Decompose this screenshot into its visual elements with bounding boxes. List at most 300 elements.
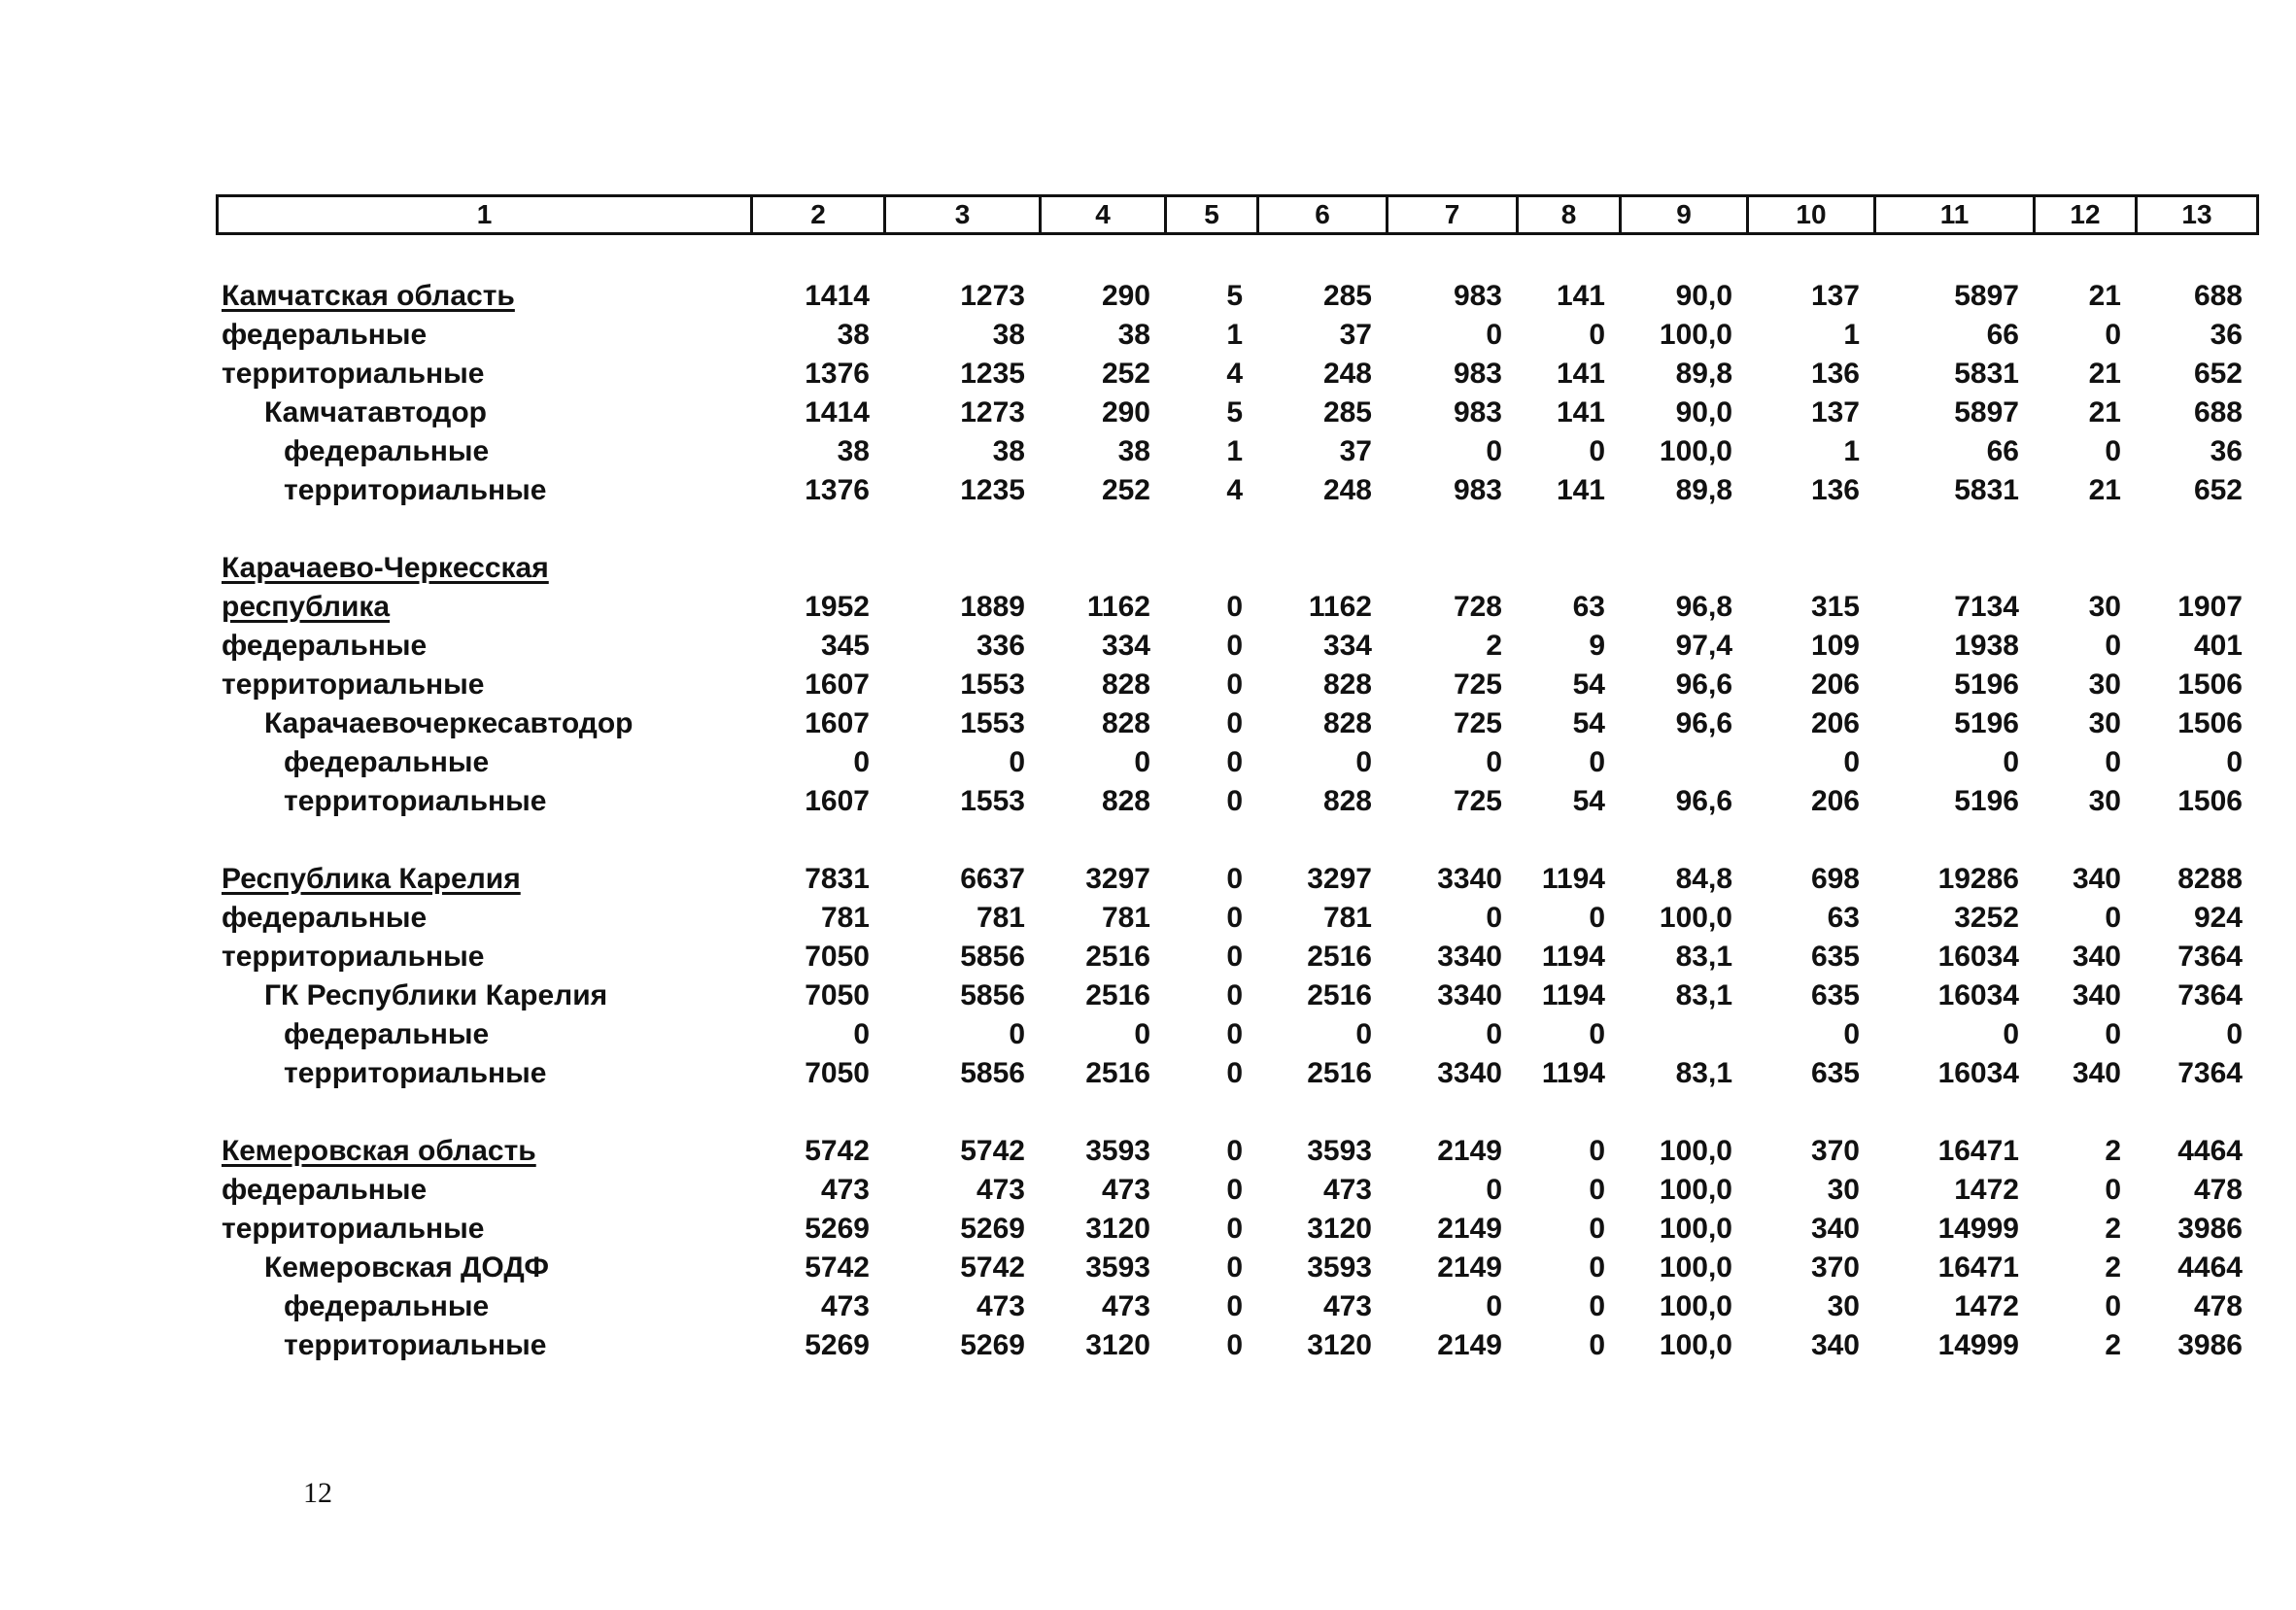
cell-col-6: 334	[1322, 630, 1372, 662]
row-label-text: федеральные	[222, 1174, 428, 1206]
cell-col-12: 21	[2088, 358, 2121, 390]
cell-col-7: 0	[1486, 746, 1502, 778]
cell-col-3: 1889	[960, 591, 1025, 623]
cell-col-4: 2516	[1085, 1057, 1150, 1089]
cell-col-3: 473	[976, 1290, 1025, 1322]
column-header-8: 8	[1518, 196, 1621, 234]
cell-col-5: 0	[1226, 1329, 1243, 1361]
cell-col-4: 1162	[1086, 591, 1150, 623]
cell-col-11: 5897	[1954, 396, 2019, 428]
cell-col-2: 345	[820, 630, 870, 662]
cell-col-4: 0	[1134, 1018, 1150, 1050]
cell-col-5: 5	[1226, 396, 1243, 428]
row-label-text: территориальные	[284, 1329, 547, 1361]
cell-col-8: 54	[1572, 707, 1605, 739]
cell-col-9: 89,8	[1675, 358, 1732, 390]
table-row	[216, 860, 2256, 899]
cell-col-12: 30	[2088, 785, 2121, 817]
cell-col-8: 1194	[1541, 941, 1605, 973]
cell-col-3: 781	[976, 902, 1025, 934]
cell-col-6: 3120	[1307, 1329, 1372, 1361]
column-header-12: 12	[2035, 196, 2137, 234]
cell-col-7: 0	[1486, 319, 1502, 351]
table-row	[216, 1210, 2256, 1249]
row-label-text: федеральные	[222, 319, 428, 351]
cell-col-10: 206	[1810, 707, 1860, 739]
cell-col-11	[1873, 549, 2033, 588]
cell-col-12: 21	[2088, 280, 2121, 312]
cell-col-12: 30	[2088, 591, 2121, 623]
cell-col-11: 0	[2003, 746, 2019, 778]
cell-col-3: 5856	[960, 1057, 1025, 1089]
cell-col-8	[1516, 549, 1619, 588]
region-name	[216, 860, 750, 899]
cell-col-5: 5	[1226, 280, 1243, 312]
cell-col-6: 473	[1322, 1174, 1372, 1206]
cell-col-11: 7134	[1954, 591, 2019, 623]
cell-col-5: 0	[1226, 1174, 1243, 1206]
table-row	[216, 704, 2256, 743]
column-header-3: 3	[885, 196, 1041, 234]
cell-col-8: 54	[1572, 668, 1605, 701]
cell-col-8: 141	[1556, 396, 1605, 428]
cell-col-12: 2	[2105, 1329, 2121, 1361]
row-label	[216, 976, 750, 1015]
column-header-10: 10	[1748, 196, 1875, 234]
cell-col-5: 0	[1226, 1290, 1243, 1322]
row-label	[216, 1210, 750, 1249]
cell-col-11: 1472	[1954, 1174, 2019, 1206]
cell-col-3: 5856	[960, 941, 1025, 973]
cell-col-11: 16034	[1937, 979, 2019, 1011]
cell-col-4: 828	[1101, 785, 1150, 817]
table-row	[216, 1015, 2256, 1054]
cell-col-7: 983	[1453, 396, 1502, 428]
cell-col-12: 21	[2088, 474, 2121, 506]
cell-col-7: 728	[1453, 591, 1502, 623]
cell-col-8: 141	[1556, 474, 1605, 506]
cell-col-2: 7050	[805, 941, 870, 973]
cell-col-13: 478	[2193, 1290, 2243, 1322]
cell-col-10: 370	[1810, 1135, 1860, 1167]
spacer-row	[216, 1093, 2256, 1132]
cell-col-9: 96,6	[1675, 707, 1732, 739]
cell-col-7: 2149	[1437, 1329, 1502, 1361]
cell-col-9: 100,0	[1659, 1290, 1732, 1322]
cell-col-9: 96,6	[1675, 668, 1732, 701]
row-label-text: территориальные	[284, 1057, 547, 1089]
cell-col-6: 3593	[1307, 1135, 1372, 1167]
cell-col-12: 0	[2105, 746, 2121, 778]
cell-col-9: 100,0	[1659, 435, 1732, 467]
cell-col-10: 137	[1810, 396, 1860, 428]
cell-col-9: 100,0	[1659, 1213, 1732, 1245]
cell-col-13: 4464	[2177, 1135, 2243, 1167]
cell-col-10: 136	[1810, 474, 1860, 506]
cell-col-7: 0	[1486, 435, 1502, 467]
table-row	[216, 549, 2256, 588]
cell-col-7: 0	[1486, 1018, 1502, 1050]
table-row	[216, 1249, 2256, 1287]
cell-col-5: 4	[1226, 474, 1243, 506]
cell-col-4: 3297	[1085, 863, 1150, 895]
cell-col-11: 0	[2003, 1018, 2019, 1050]
cell-col-2: 0	[853, 746, 870, 778]
cell-col-9: 96,8	[1675, 591, 1732, 623]
cell-col-10: 137	[1810, 280, 1860, 312]
cell-col-6: 3297	[1307, 863, 1372, 895]
cell-col-11: 19286	[1937, 863, 2019, 895]
cell-col-10: 109	[1810, 630, 1860, 662]
cell-col-10: 30	[1827, 1174, 1860, 1206]
cell-col-8: 0	[1589, 319, 1605, 351]
row-label-text: Камчатская область	[222, 280, 515, 312]
cell-col-8: 0	[1589, 746, 1605, 778]
region-name	[216, 277, 750, 316]
cell-col-10: 63	[1827, 902, 1860, 934]
cell-col-2: 38	[837, 319, 870, 351]
cell-col-8: 54	[1572, 785, 1605, 817]
cell-col-2	[750, 549, 883, 588]
cell-col-13	[2135, 549, 2256, 588]
cell-col-12: 340	[2072, 1057, 2121, 1089]
cell-col-9: 83,1	[1675, 1057, 1732, 1089]
row-label	[216, 627, 750, 666]
cell-col-6: 828	[1322, 707, 1372, 739]
row-label	[216, 471, 750, 510]
cell-col-8: 0	[1589, 902, 1605, 934]
cell-col-2: 5269	[805, 1329, 870, 1361]
cell-col-7: 3340	[1437, 941, 1502, 973]
row-label-text: территориальные	[222, 358, 485, 390]
table-row	[216, 1054, 2256, 1093]
column-header-6: 6	[1258, 196, 1388, 234]
cell-col-5: 0	[1226, 1057, 1243, 1089]
cell-col-11: 5831	[1954, 358, 2019, 390]
cell-col-2: 38	[837, 435, 870, 467]
cell-col-4: 3593	[1085, 1251, 1150, 1284]
page-number: 12	[303, 1477, 332, 1509]
cell-col-10: 1	[1843, 435, 1860, 467]
row-label	[216, 432, 750, 471]
cell-col-3: 1553	[960, 785, 1025, 817]
cell-col-9: 100,0	[1659, 1174, 1732, 1206]
cell-col-12: 0	[2105, 1174, 2121, 1206]
cell-col-5: 0	[1226, 746, 1243, 778]
row-label	[216, 316, 750, 355]
row-label	[216, 899, 750, 938]
table-row	[216, 782, 2256, 821]
cell-col-3: 38	[992, 435, 1025, 467]
cell-col-7: 725	[1453, 668, 1502, 701]
cell-col-5: 0	[1226, 863, 1243, 895]
column-header-row	[216, 194, 2259, 235]
cell-col-8: 9	[1589, 630, 1605, 662]
spacer-row	[216, 821, 2256, 860]
cell-col-4: 38	[1117, 435, 1150, 467]
cell-col-7: 983	[1453, 474, 1502, 506]
cell-col-7: 3340	[1437, 1057, 1502, 1089]
cell-col-13: 8288	[2177, 863, 2243, 895]
cell-col-12: 30	[2088, 707, 2121, 739]
cell-col-3: 5742	[960, 1251, 1025, 1284]
cell-col-2: 7831	[805, 863, 870, 895]
cell-col-6: 2516	[1307, 941, 1372, 973]
cell-col-13: 652	[2193, 358, 2243, 390]
cell-col-10: 1	[1843, 319, 1860, 351]
cell-col-4: 290	[1101, 280, 1150, 312]
cell-col-2: 1952	[805, 591, 870, 623]
row-label-text: Кемеровская ДОДФ	[264, 1251, 549, 1284]
cell-col-3: 1273	[960, 396, 1025, 428]
row-label-text: федеральные	[284, 746, 490, 778]
cell-col-4: 473	[1101, 1290, 1150, 1322]
cell-col-13: 7364	[2177, 979, 2243, 1011]
cell-col-9: 96,6	[1675, 785, 1732, 817]
cell-col-2: 5742	[805, 1251, 870, 1284]
cell-col-5: 0	[1226, 941, 1243, 973]
cell-col-4: 828	[1101, 707, 1150, 739]
cell-col-7: 0	[1486, 1174, 1502, 1206]
cell-col-4: 290	[1101, 396, 1150, 428]
table-row	[216, 471, 2256, 510]
cell-col-6: 0	[1355, 746, 1372, 778]
row-label-text: Республика Карелия	[222, 863, 521, 895]
row-label	[216, 1054, 750, 1093]
cell-col-6: 37	[1339, 319, 1372, 351]
cell-col-12: 2	[2105, 1213, 2121, 1245]
cell-col-2: 781	[820, 902, 870, 934]
table-row	[216, 1132, 2256, 1171]
cell-col-11: 16471	[1937, 1135, 2019, 1167]
table-row	[216, 355, 2256, 394]
row-label	[216, 394, 750, 432]
cell-col-8: 0	[1589, 435, 1605, 467]
cell-col-4: 3593	[1085, 1135, 1150, 1167]
cell-col-10: 30	[1827, 1290, 1860, 1322]
cell-col-10: 370	[1810, 1251, 1860, 1284]
cell-col-5: 0	[1226, 785, 1243, 817]
cell-col-7: 983	[1453, 280, 1502, 312]
cell-col-6: 248	[1322, 474, 1372, 506]
cell-col-6: 3120	[1307, 1213, 1372, 1245]
table-row	[216, 1287, 2256, 1326]
cell-col-12: 30	[2088, 668, 2121, 701]
cell-col-8: 0	[1589, 1135, 1605, 1167]
cell-col-4: 252	[1101, 474, 1150, 506]
row-label	[216, 743, 750, 782]
cell-col-9: 90,0	[1675, 396, 1732, 428]
cell-col-7: 2149	[1437, 1213, 1502, 1245]
cell-col-8: 1194	[1541, 1057, 1605, 1089]
cell-col-10: 0	[1843, 746, 1860, 778]
cell-col-11: 1472	[1954, 1290, 2019, 1322]
region-name	[216, 588, 750, 627]
cell-col-13: 1506	[2177, 668, 2243, 701]
cell-col-9	[1619, 549, 1746, 588]
cell-col-13: 1506	[2177, 707, 2243, 739]
cell-col-10: 698	[1810, 863, 1860, 895]
cell-col-12: 0	[2105, 630, 2121, 662]
cell-col-7: 983	[1453, 358, 1502, 390]
cell-col-11: 5831	[1954, 474, 2019, 506]
cell-col-3: 1235	[960, 358, 1025, 390]
cell-col-13: 1506	[2177, 785, 2243, 817]
cell-col-10: 635	[1810, 979, 1860, 1011]
cell-col-3: 336	[976, 630, 1025, 662]
cell-col-10: 206	[1810, 785, 1860, 817]
cell-col-7	[1386, 549, 1516, 588]
cell-col-2: 0	[853, 1018, 870, 1050]
cell-col-5: 0	[1226, 1018, 1243, 1050]
cell-col-10: 136	[1810, 358, 1860, 390]
cell-col-7: 3340	[1437, 863, 1502, 895]
cell-col-3: 5269	[960, 1213, 1025, 1245]
cell-col-9: 100,0	[1659, 1251, 1732, 1284]
cell-col-9: 97,4	[1675, 630, 1732, 662]
cell-col-7: 3340	[1437, 979, 1502, 1011]
row-label-text: республика	[222, 591, 391, 623]
row-label	[216, 704, 750, 743]
table-row	[216, 394, 2256, 432]
cell-col-12: 0	[2105, 1018, 2121, 1050]
cell-col-13: 7364	[2177, 941, 2243, 973]
column-header-9: 9	[1621, 196, 1748, 234]
cell-col-6: 2516	[1307, 979, 1372, 1011]
cell-col-3	[883, 549, 1039, 588]
cell-col-12: 21	[2088, 396, 2121, 428]
cell-col-5: 0	[1226, 591, 1243, 623]
row-label-text: федеральные	[222, 902, 428, 934]
cell-col-3: 1553	[960, 668, 1025, 701]
row-label	[216, 355, 750, 394]
cell-col-5: 0	[1226, 668, 1243, 701]
cell-col-6: 828	[1322, 668, 1372, 701]
cell-col-11: 5196	[1954, 668, 2019, 701]
row-label-text: федеральные	[284, 1290, 490, 1322]
cell-col-2: 473	[820, 1290, 870, 1322]
cell-col-11: 5196	[1954, 785, 2019, 817]
cell-col-11: 16471	[1937, 1251, 2019, 1284]
cell-col-4: 828	[1101, 668, 1150, 701]
spacer-row	[216, 510, 2256, 549]
cell-col-9: 83,1	[1675, 941, 1732, 973]
row-label-text: территориальные	[222, 1213, 485, 1245]
table-row	[216, 1171, 2256, 1210]
cell-col-8: 0	[1589, 1174, 1605, 1206]
cell-col-5: 4	[1226, 358, 1243, 390]
cell-col-11: 66	[1986, 435, 2019, 467]
cell-col-4: 252	[1101, 358, 1150, 390]
cell-col-6: 37	[1339, 435, 1372, 467]
cell-col-7: 2149	[1437, 1251, 1502, 1284]
cell-col-6: 473	[1322, 1290, 1372, 1322]
cell-col-4: 2516	[1085, 979, 1150, 1011]
cell-col-4: 3120	[1085, 1329, 1150, 1361]
cell-col-11: 3252	[1954, 902, 2019, 934]
region-name	[216, 1132, 750, 1171]
cell-col-8: 0	[1589, 1018, 1605, 1050]
cell-col-2: 473	[820, 1174, 870, 1206]
table-row	[216, 277, 2256, 316]
cell-col-6: 1162	[1308, 591, 1372, 623]
cell-col-13: 688	[2193, 280, 2243, 312]
cell-col-13: 401	[2193, 630, 2243, 662]
cell-col-9: 89,8	[1675, 474, 1732, 506]
cell-col-4: 38	[1117, 319, 1150, 351]
table-row	[216, 432, 2256, 471]
cell-col-6: 285	[1322, 280, 1372, 312]
cell-col-5: 0	[1226, 1213, 1243, 1245]
cell-col-13: 688	[2193, 396, 2243, 428]
cell-col-2: 1414	[805, 396, 870, 428]
cell-col-11: 14999	[1937, 1213, 2019, 1245]
cell-col-9: 84,8	[1675, 863, 1732, 895]
cell-col-6: 828	[1322, 785, 1372, 817]
cell-col-9: 100,0	[1659, 319, 1732, 351]
cell-col-2: 1607	[805, 785, 870, 817]
row-label	[216, 938, 750, 976]
cell-col-9: 100,0	[1659, 902, 1732, 934]
row-label-text: Карачаевочеркесавтодор	[264, 707, 634, 739]
cell-col-2: 1414	[805, 280, 870, 312]
cell-col-3: 6637	[960, 863, 1025, 895]
cell-col-4: 334	[1101, 630, 1150, 662]
column-header-4: 4	[1041, 196, 1166, 234]
column-header-2: 2	[752, 196, 885, 234]
cell-col-8: 1194	[1541, 863, 1605, 895]
cell-col-4: 781	[1101, 902, 1150, 934]
column-header-5: 5	[1166, 196, 1258, 234]
cell-col-10: 635	[1810, 1057, 1860, 1089]
row-label-text: территориальные	[222, 668, 485, 701]
cell-col-6	[1256, 549, 1386, 588]
cell-col-2: 1607	[805, 668, 870, 701]
cell-col-13: 3986	[2177, 1213, 2243, 1245]
cell-col-8: 0	[1589, 1329, 1605, 1361]
cell-col-3: 38	[992, 319, 1025, 351]
cell-col-2: 7050	[805, 1057, 870, 1089]
cell-col-6: 3593	[1307, 1251, 1372, 1284]
cell-col-6: 781	[1322, 902, 1372, 934]
cell-col-4: 473	[1101, 1174, 1150, 1206]
cell-col-8: 63	[1572, 591, 1605, 623]
row-label	[216, 666, 750, 704]
cell-col-7: 725	[1453, 707, 1502, 739]
column-header-11: 11	[1875, 196, 2035, 234]
cell-col-5: 0	[1226, 630, 1243, 662]
cell-col-9: 100,0	[1659, 1329, 1732, 1361]
data-table	[216, 277, 2256, 1365]
cell-col-13: 7364	[2177, 1057, 2243, 1089]
cell-col-6: 2516	[1307, 1057, 1372, 1089]
cell-col-3: 473	[976, 1174, 1025, 1206]
cell-col-5: 0	[1226, 902, 1243, 934]
table-row	[216, 316, 2256, 355]
cell-col-5: 1	[1226, 319, 1243, 351]
table-row	[216, 976, 2256, 1015]
cell-col-2: 5742	[805, 1135, 870, 1167]
cell-col-12: 2	[2105, 1251, 2121, 1284]
column-header-7: 7	[1388, 196, 1518, 234]
cell-col-12: 0	[2105, 435, 2121, 467]
cell-col-3: 5269	[960, 1329, 1025, 1361]
cell-col-13: 0	[2226, 1018, 2243, 1050]
cell-col-8: 1194	[1541, 979, 1605, 1011]
cell-col-12: 340	[2072, 863, 2121, 895]
column-header-1: 1	[218, 196, 752, 234]
cell-col-11: 5196	[1954, 707, 2019, 739]
